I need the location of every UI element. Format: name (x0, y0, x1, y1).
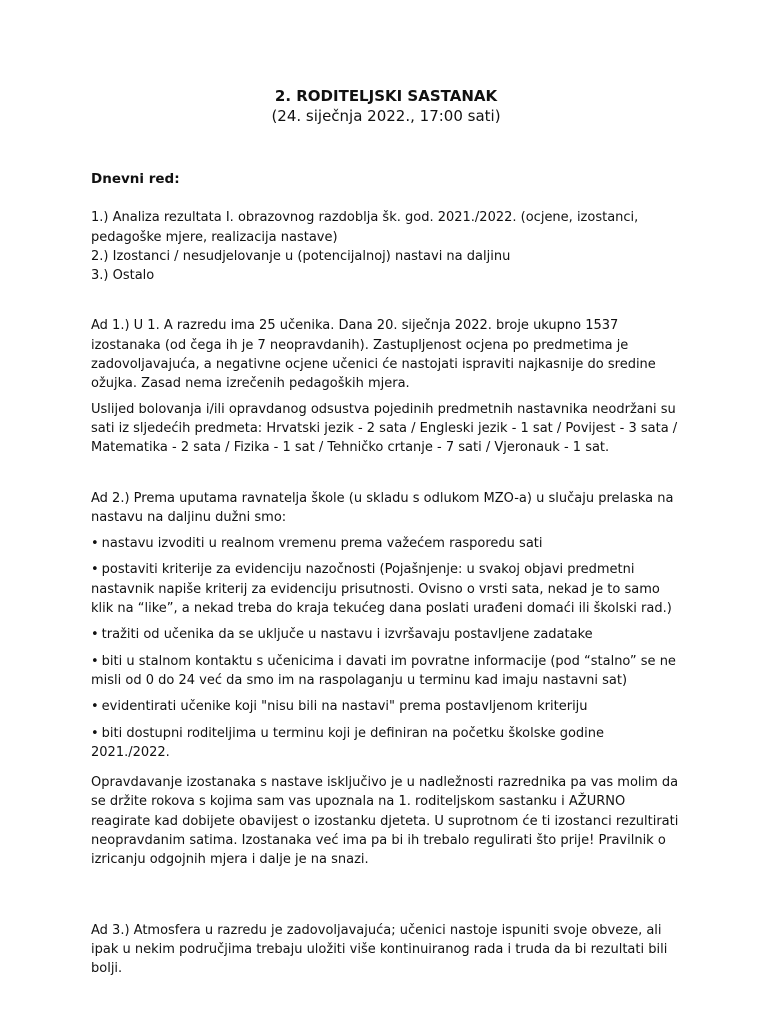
bullet-text: biti dostupni roditeljima u terminu koji je definiran na početku školske godine 2021./2022. (91, 725, 605, 760)
ad3-paragraph: Ad 3.) Atmosfera u razredu je zadovoljavajuća; učenici nastoje ispuniti svoje obveze, ali ipak u nekim područjima trebaju uložiti više kontinuiranog rada i truda da bi rezultati bili bolji. (91, 922, 668, 977)
ad1-paragraph-2: Uslijed bolovanja i/ili opravdanog odsustva pojedinih predmetnih nastavnika neodržani su sati iz sljedećih predmeta: Hrvatski jezik - 2 sata / Engleski jezik - 1 sat / Povijest - 3 sata / Matematika - 2 sata / Fizika - 1 sat / Tehničko crtanje - 7 sati / Vjeronauk - 1 sat. (91, 401, 678, 456)
bullet-symbol: • (91, 536, 99, 552)
ad2-intro: Ad 2.) Prema uputama ravnatelja škole (u skladu s odlukom MZO-a) u slučaju prelaska na nastavu na daljinu dužni smo: (91, 490, 674, 525)
bullet-text: tražiti od učenika da se uključe u nastavu i izvršavaju postavljene zadatake (101, 627, 593, 643)
bullet-symbol: • (91, 699, 99, 715)
bullet-text: biti u stalnom kontaktu s učenicima i davati im povratne informacije (pod “stalno” se ne misli od 0 do 24 već da smo im na raspolaganju u terminu kad imaju nastavni sat) (91, 653, 676, 688)
ad2-closing-paragraph: Opravdavanje izostanaka s nastave isključivo je u nadležnosti razrednika pa vas molim da se držite rokova s kojima sam vas upoznala na 1. roditeljskom sastanku i AŽURNO reagirate kad dobijete obavijest o izostanku djeteta. U suprotnom će ti izostanci rezultirati neopravdanim satima. Izostanaka već ima pa bi ih trebalo regulirati što prije! Pravilnik o izricanju odgojnih mjera i dalje je na snazi. (91, 775, 679, 868)
agenda-item-2: 2.) Izostanci / nesudjelovanje u (potencijalnoj) nastavi na daljinu (91, 248, 511, 264)
agenda-heading: Dnevni red: (91, 171, 180, 187)
ad2-bullet-3 (91, 625, 681, 644)
document-title: 2. RODITELJSKI SASTANAK (274, 87, 498, 105)
document-subtitle: (24. siječnja 2022., 17:00 sati) (271, 107, 501, 125)
ad2-bullet-6 (91, 724, 681, 763)
agenda-item-1: 1.) Analiza rezultata I. obrazovnog razdoblja šk. god. 2021./2022. (ocjene, izostanci, pedagoške mjere, realizacija nastave) (91, 210, 639, 245)
agenda-item-3: 3.) Ostalo (91, 268, 155, 284)
ad1-paragraph-1: Ad 1.) U 1. A razredu ima 25 učenika. Dana 20. siječnja 2022. broje ukupno 1537 izostanaka (od čega ih je 7 neopravdanih). Zastupljenost ocjena po predmetima je zadovoljavajuća, a negativne ocjene učenici će nastojati ispraviti najkasnije do sredine ožujka. Zasad nema izrečenih pedagoških mjera. (91, 318, 656, 392)
ad2-bullet-1 (91, 534, 681, 553)
bullet-symbol: • (91, 627, 99, 643)
ad2-bullet-2 (91, 560, 681, 618)
bullet-symbol: • (91, 653, 99, 669)
document-page (91, 86, 681, 979)
ad2-bullet-4 (91, 652, 681, 691)
bullet-text: postaviti kriterije za evidenciju nazočnosti (Pojašnjenje: u svakoj objavi predmetni nastavnik napiše kriterij za evidenciju prisutnosti. Ovisno o vrsti sata, nekad je to samo klik na “like”, a nekad treba do kraja tekućeg dana poslati urađeni domaći ili školski rad.) (91, 562, 672, 617)
bullet-symbol: • (91, 562, 99, 578)
bullet-text: evidentirati učenike koji "nisu bili na nastavi" prema postavljenom kriteriju (101, 699, 588, 715)
bullet-text: nastavu izvoditi u realnom vremenu prema važećem rasporedu sati (101, 536, 543, 552)
title-block (91, 86, 681, 126)
bullet-symbol: • (91, 725, 99, 741)
ad2-bullet-5 (91, 697, 681, 716)
